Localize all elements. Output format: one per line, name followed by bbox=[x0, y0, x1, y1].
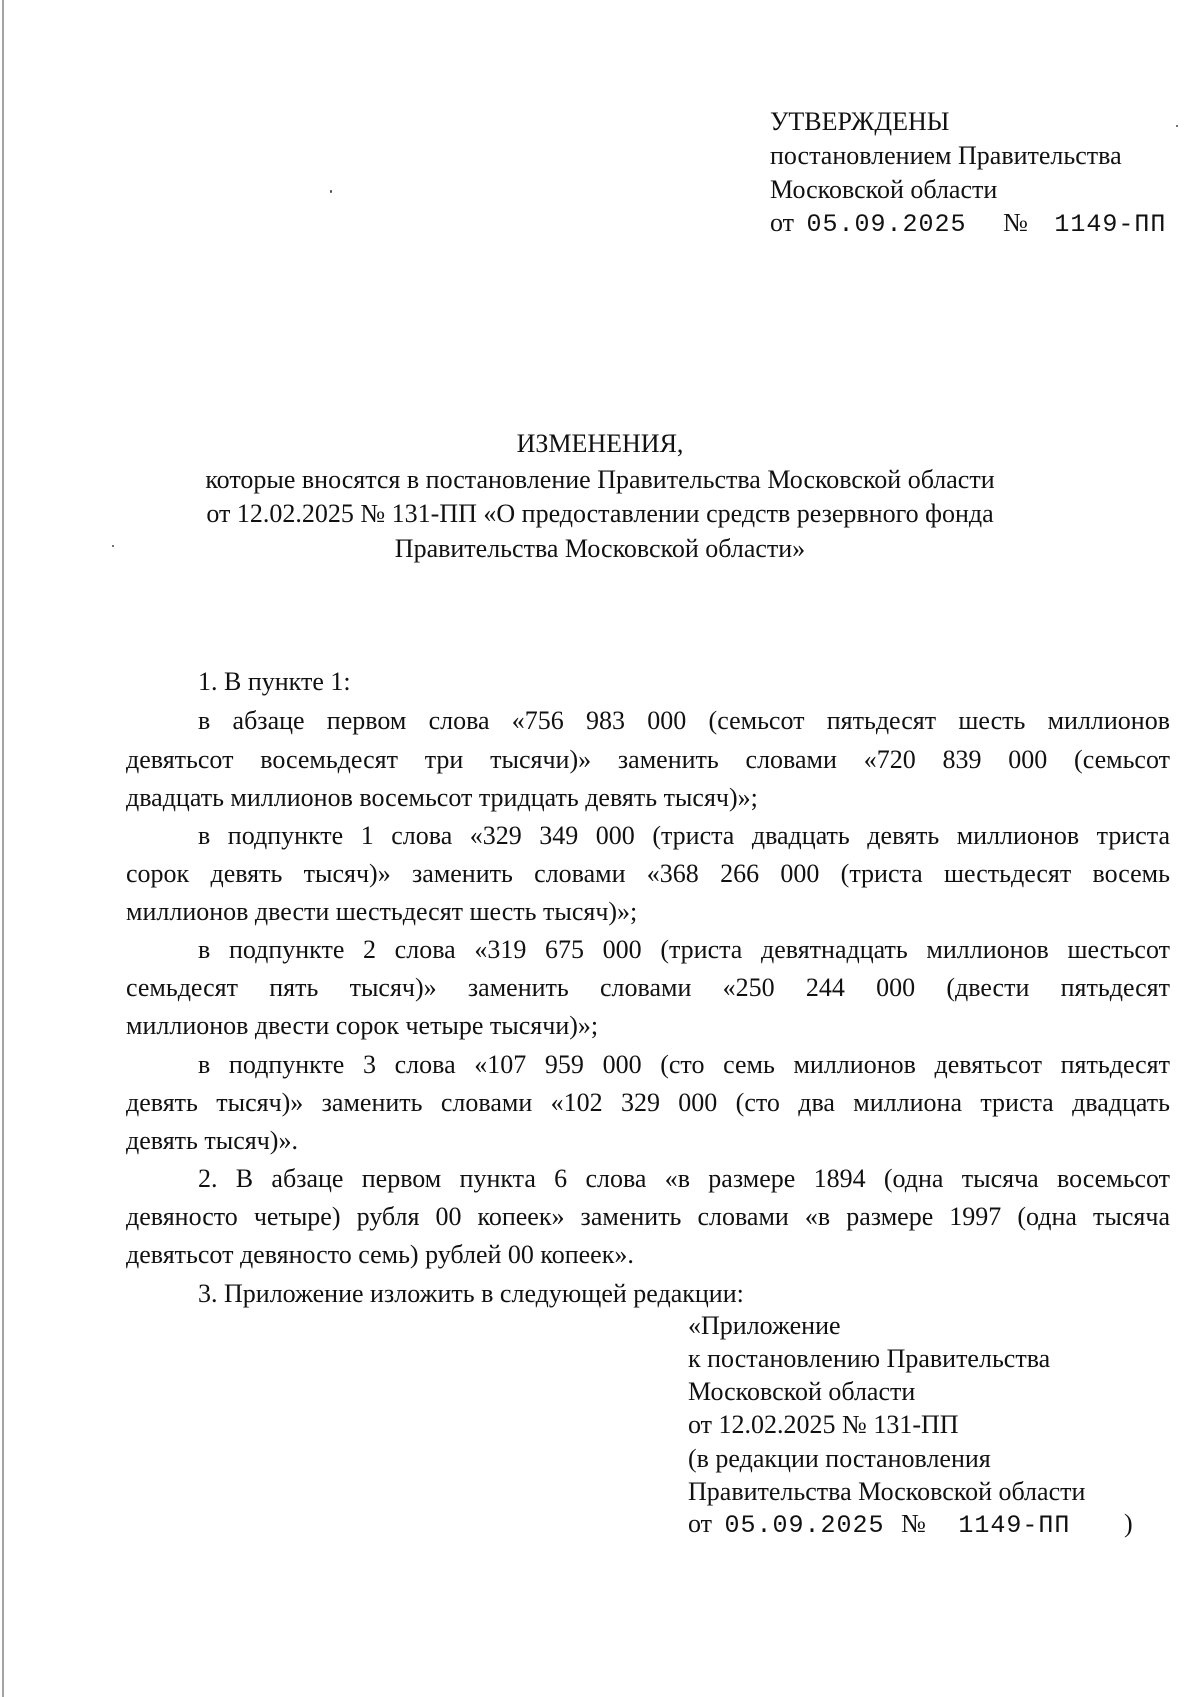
item-3: 3. Приложение изложить в следующей редакции: bbox=[198, 1279, 744, 1308]
appendix-number-sign: № bbox=[901, 1509, 926, 1538]
item-1-c-line-1: в подпункте 2 слова «319 675 000 (триста девятнадцать миллионов шестьсот bbox=[198, 935, 1170, 964]
item-1-b-line-3: миллионов двести шестьдесят шесть тысяч)»; bbox=[126, 897, 638, 926]
scan-edge bbox=[2, 0, 4, 1697]
approval-line-1: постановлением Правительства bbox=[770, 141, 1122, 170]
scan-speck bbox=[330, 190, 332, 193]
approval-date: 05.09.2025 bbox=[806, 210, 967, 239]
approval-date-line bbox=[770, 207, 1166, 241]
item-1-b-line-1: в подпункте 1 слова «329 349 000 (триста двадцать девять миллионов триста bbox=[198, 821, 1170, 850]
appendix-line-5: (в редакции постановления bbox=[688, 1444, 991, 1473]
approval-number-sign: № bbox=[1003, 208, 1028, 237]
heading-title: ИЗМЕНЕНИЯ, bbox=[516, 429, 684, 458]
appendix-date: 05.09.2025 bbox=[724, 1511, 885, 1540]
appendix-line-2: к постановлению Правительства bbox=[688, 1344, 1051, 1373]
item-1-d-line-3: девять тысяч)». bbox=[126, 1126, 298, 1155]
heading-line-3: Правительства Московской области» bbox=[394, 534, 806, 563]
appendix-number: 1149-ПП bbox=[958, 1511, 1071, 1540]
scan-speck bbox=[112, 545, 114, 547]
item-2-line-3: девятьсот девяносто семь) рублей 00 копеек». bbox=[126, 1240, 634, 1269]
approval-title: УТВЕРЖДЕНЫ bbox=[770, 107, 950, 136]
heading-line-2: от 12.02.2025 № 131-ПП «О предоставлении средств резервного фонда bbox=[206, 499, 994, 528]
approval-line-2: Московской области bbox=[770, 175, 998, 204]
approval-date-prefix: от bbox=[770, 208, 795, 237]
item-2-line-2: девяносто четыре) рубля 00 копеек» заменить словами «в размере 1997 (одна тысяча bbox=[126, 1202, 1170, 1231]
item-1-title: 1. В пункте 1: bbox=[198, 667, 351, 696]
appendix-line-4: от 12.02.2025 № 131-ПП bbox=[688, 1410, 959, 1439]
item-1-d-line-1: в подпункте 3 слова «107 959 000 (сто семь миллионов девятьсот пятьдесят bbox=[198, 1050, 1170, 1079]
item-1-a-line-2: девятьсот восемьдесят три тысячи)» заменить словами «720 839 000 (семьсот bbox=[126, 745, 1170, 774]
item-1-c-line-3: миллионов двести сорок четыре тысячи)»; bbox=[126, 1011, 599, 1040]
scan-speck bbox=[1176, 125, 1178, 127]
item-1-c-line-2: семьдесят пять тысяч)» заменить словами «250 244 000 (двести пятьдесят bbox=[126, 973, 1170, 1002]
appendix-line-6: Правительства Московской области bbox=[688, 1477, 1086, 1506]
appendix-close-paren: ) bbox=[1124, 1509, 1133, 1538]
item-2-line-1: 2. В абзаце первом пункта 6 слова «в размере 1894 (одна тысяча восемьсот bbox=[198, 1164, 1170, 1193]
item-1-d-line-2: девять тысяч)» заменить словами «102 329 000 (сто два миллиона триста двадцать bbox=[126, 1088, 1170, 1117]
heading-line-1: которые вносятся в постановление Правительства Московской области bbox=[205, 465, 995, 494]
item-1-b-line-2: сорок девять тысяч)» заменить словами «368 266 000 (триста шестьдесят восемь bbox=[126, 859, 1170, 888]
appendix-line-3: Московской области bbox=[688, 1377, 916, 1406]
appendix-date-prefix: от bbox=[688, 1509, 713, 1538]
appendix-date-line bbox=[688, 1508, 1070, 1542]
approval-number: 1149-ПП bbox=[1054, 210, 1167, 239]
item-1-a-line-3: двадцать миллионов восемьсот тридцать девять тысяч)»; bbox=[126, 783, 758, 812]
item-1-a-line-1: в абзаце первом слова «756 983 000 (семьсот пятьдесят шесть миллионов bbox=[198, 706, 1170, 735]
appendix-line-1: «Приложение bbox=[688, 1311, 841, 1340]
